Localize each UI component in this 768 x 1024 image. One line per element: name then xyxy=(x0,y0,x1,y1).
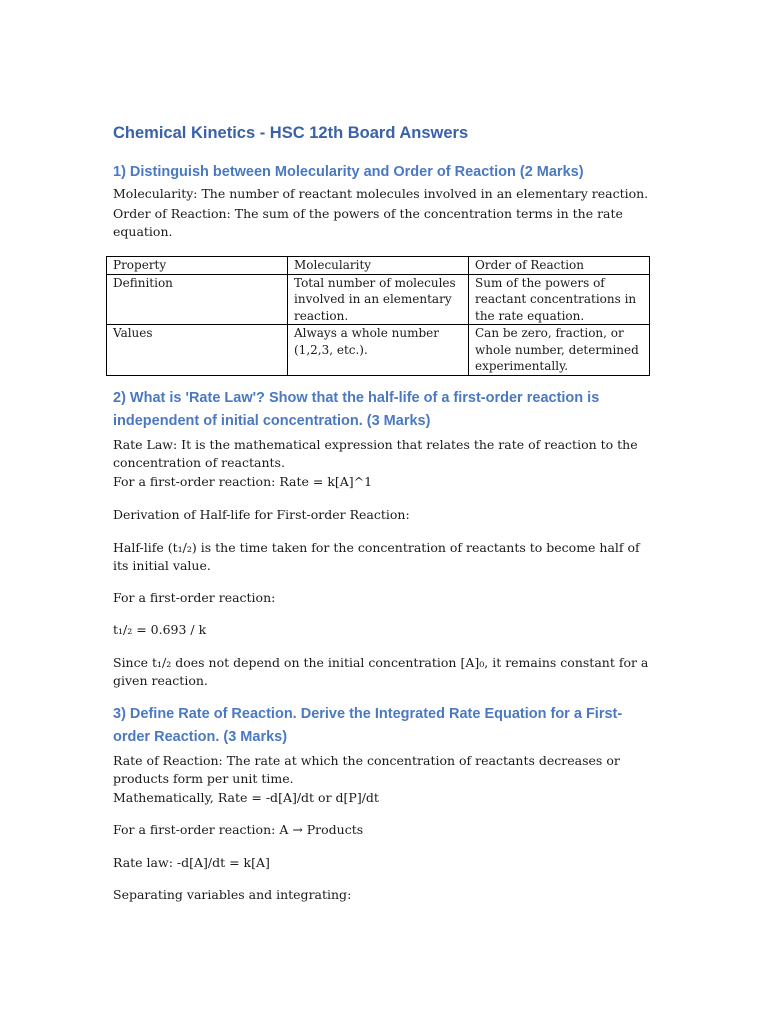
first-order-intro: For a first-order reaction: xyxy=(113,590,276,605)
table-cell: Definition xyxy=(107,274,288,325)
rate-of-reaction-definition: Rate of Reaction: The rate at which the concentration of reactants decreases or products form per unit time. xyxy=(113,753,620,786)
question-1-heading: 1) Distinguish between Molecularity and Order of Reaction (2 Marks) xyxy=(113,164,584,180)
order-definition: Order of Reaction: The sum of the powers of the concentration terms in the rate equation. xyxy=(113,206,623,239)
table-cell: Always a whole number (1,2,3, etc.). xyxy=(288,325,469,376)
first-order-rate-law: For a first-order reaction: Rate = k[A]^1 xyxy=(113,474,373,489)
half-life-formula: t₁/₂ = 0.693 / k xyxy=(113,622,207,637)
comparison-table xyxy=(106,256,650,376)
separating-variables-text: Separating variables and integrating: xyxy=(113,887,352,902)
table-cell: Values xyxy=(107,325,288,376)
first-order-reaction-equation: For a first-order reaction: A → Products xyxy=(113,822,364,837)
table-header-cell: Molecularity xyxy=(288,257,469,275)
table-cell: Can be zero, fraction, or whole number, determined experimentally. xyxy=(469,325,650,376)
table-row xyxy=(107,274,650,325)
rate-law-definition: Rate Law: It is the mathematical expression that relates the rate of reaction to the concentration of reactants. xyxy=(113,437,638,470)
table-header-cell: Property xyxy=(107,257,288,275)
table-cell: Sum of the powers of reactant concentrations in the rate equation. xyxy=(469,274,650,325)
table-header-row xyxy=(107,257,650,275)
table-row xyxy=(107,325,650,376)
question-3-heading: 3) Define Rate of Reaction. Derive the Integrated Rate Equation for a First-order Reaction. (3 Marks) xyxy=(113,706,623,745)
derivation-title: Derivation of Half-life for First-order Reaction: xyxy=(113,507,410,522)
rate-law-expression: Rate law: -d[A]/dt = k[A] xyxy=(113,855,270,870)
molecularity-definition: Molecularity: The number of reactant molecules involved in an elementary reaction. xyxy=(113,186,649,201)
half-life-definition: Half-life (t₁/₂) is the time taken for the concentration of reactants to become half of its initial value. xyxy=(113,540,640,573)
table-cell: Total number of molecules involved in an elementary reaction. xyxy=(288,274,469,325)
half-life-conclusion: Since t₁/₂ does not depend on the initial concentration [A]₀, it remains constant for a given reaction. xyxy=(113,655,649,688)
document-title: Chemical Kinetics - HSC 12th Board Answers xyxy=(113,124,469,142)
table-header-cell: Order of Reaction xyxy=(469,257,650,275)
question-2-heading: 2) What is 'Rate Law'? Show that the half-life of a first-order reaction is independent of initial concentration. (3 Marks) xyxy=(113,390,600,429)
rate-math-expression: Mathematically, Rate = -d[A]/dt or d[P]/dt xyxy=(113,790,379,805)
